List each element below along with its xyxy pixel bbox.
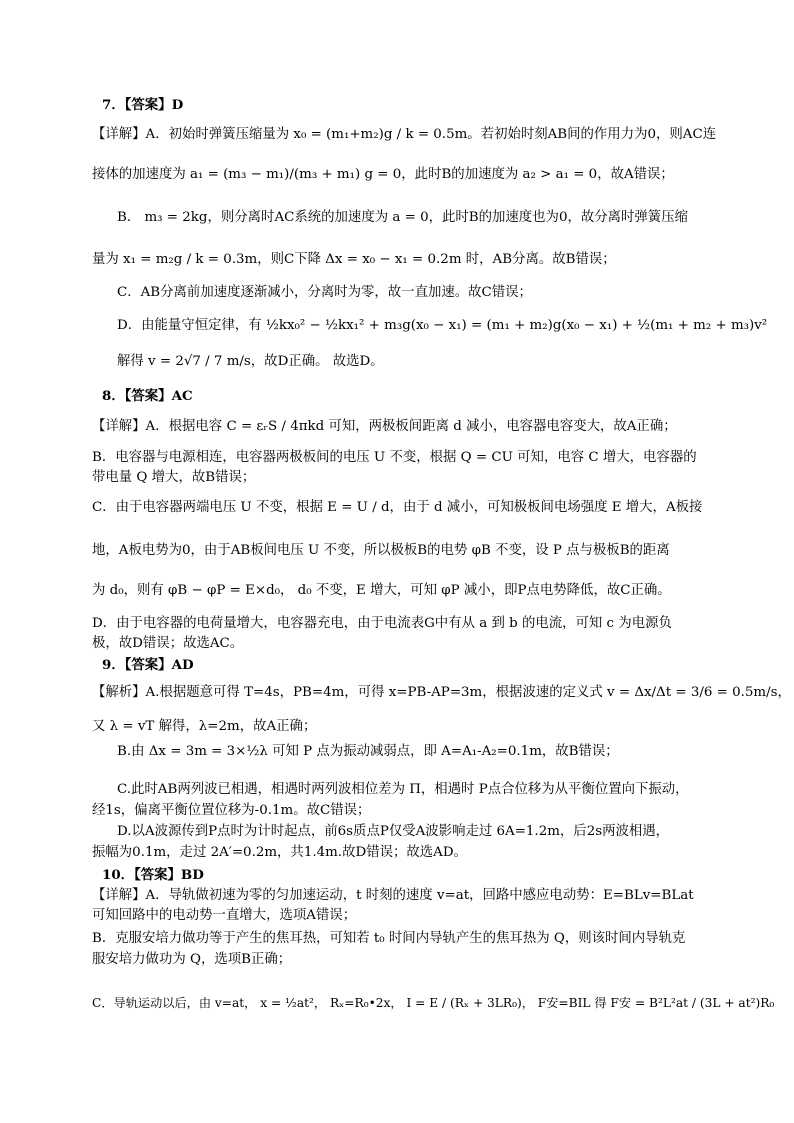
q8-detail-a: 【详解】A．根据电容 C = εᵣS / 4πkd 可知，两极板间距离 d 减小，电容器电容变大，故A正确； bbox=[92, 419, 677, 434]
q10-detail-b-line-1: B．克服安培力做功等于产生的焦耳热，可知若 t₀ 时间内导轨产生的焦耳热为 Q，则该时间内导轨克 bbox=[92, 931, 686, 946]
q10-answer-heading: 10．【答案】BD bbox=[102, 867, 204, 883]
q9-answer-heading: 9．【答案】AD bbox=[102, 657, 194, 673]
q7-detail-a-line-2: 接体的加速度为 a₁ = (m₃ − m₁)/(m₃ + m₁) g = 0，此时B的加速度为 a₂ > a₁ = 0，故A错误； bbox=[92, 167, 674, 182]
q9-analysis-a-line-1: 【解析】A.根据题意可得 T=4s，PB=4m，可得 x=PB-AP=3m，根据波速的定义式 v = Δx/Δt = 3/6 = 0.5m/s， bbox=[92, 685, 791, 700]
q10-detail-a-line-1: 【详解】A．导轨做初速为零的匀加速运动，t 时刻的速度 v=at，回路中感应电动势：E=BLv=BLat bbox=[92, 888, 694, 903]
q7-detail-d-result: 解得 v = 2√7 / 7 m/s，故D正确。 故选D。 bbox=[117, 354, 384, 369]
q9-analysis-b: B.由 Δx = 3m = 3×½λ 可知 P 点为振动减弱点，即 A=A₁-A₂=0.1m，故B错误； bbox=[117, 744, 619, 759]
q10-detail-a-line-2: 可知回路中的电动势一直增大，选项A错误； bbox=[92, 908, 357, 923]
q9-analysis-d-line-2: 振幅为0.1m，走过 2A′=0.2m，共1.4m.故D错误；故选AD。 bbox=[92, 845, 467, 860]
q8-detail-d-line-2: 极，故D错误；故选AC。 bbox=[92, 636, 244, 651]
q8-detail-c-line-3: 为 d₀，则有 φB − φP = E×d₀， d₀ 不变，E 增大，可知 φP 减小，即P点电势降低，故C正确。 bbox=[92, 583, 671, 598]
q8-detail-c-line-1: C．由于电容器两端电压 U 不变，根据 E = U / d，由于 d 减小，可知极板间电场强度 E 增大，A板接 bbox=[92, 500, 703, 515]
q10-detail-c: C．导轨运动以后，由 v=at， x = ½at²， Rₓ=R₀•2x， I = E / (Rₓ + 3LR₀)， F安=BIL 得 F安 = B²L²at / (3L + at²)R₀ bbox=[92, 996, 775, 1010]
q7-detail-d-equation: D．由能量守恒定律，有 ½kx₀² − ½kx₁² + m₃g(x₀ − x₁) = (m₁ + m₂)g(x₀ − x₁) + ½(m₁ + m₂ + m₃)v² bbox=[117, 318, 768, 333]
q9-analysis-d-line-1: D.以A波源传到P点时为计时起点，前6s质点P仅受A波影响走过 6A=1.2m，后2s两波相遇， bbox=[117, 824, 670, 839]
q8-detail-d-line-1: D．由于电容器的电荷量增大，电容器充电，由于电流表G中有从 a 到 b 的电流，可知 c 为电源负 bbox=[92, 616, 672, 631]
q8-answer-heading: 8．【答案】AC bbox=[102, 388, 193, 404]
q10-detail-b-line-2: 服安培力做功为 Q，选项B正确； bbox=[92, 952, 292, 967]
q8-detail-b-line-1: B．电容器与电源相连，电容器两极板间的电压 U 不变，根据 Q = CU 可知，电容 C 增大，电容器的 bbox=[92, 450, 697, 465]
q7-detail-b-line-1: B． m₃ = 2kg，则分离时AC系统的加速度为 a = 0，此时B的加速度也为0，故分离时弹簧压缩 bbox=[117, 210, 688, 225]
q7-detail-c: C．AB分离前加速度逐渐减小，分离时为零，故一直加速。故C错误； bbox=[117, 285, 532, 300]
q9-analysis-c-line-2: 经1s，偏离平衡位置位移为-0.1m。故C错误； bbox=[92, 803, 371, 818]
q8-detail-c-line-2: 地，A板电势为0，由于AB板间电压 U 不变，所以极板B的电势 φB 不变，设 P 点与极板B的距离 bbox=[92, 543, 670, 558]
q7-answer-heading: 7．【答案】D bbox=[102, 97, 184, 113]
q9-analysis-a-line-2: 又 λ = vT 解得，λ=2m，故A正确； bbox=[92, 719, 317, 734]
q9-analysis-c-line-1: C.此时AB两列波已相遇，相遇时两列波相位差为 Π，相遇时 P点合位移为从平衡位置向下振动， bbox=[117, 782, 689, 797]
q8-detail-b-line-2: 带电量 Q 增大，故B错误； bbox=[92, 470, 256, 485]
q7-detail-b-line-2: 量为 x₁ = m₂g / k = 0.3m，则C下降 Δx = x₀ − x₁ = 0.2m 时，AB分离。故B错误； bbox=[92, 252, 616, 267]
q7-detail-a-line-1: 【详解】A．初始时弹簧压缩量为 x₀ = (m₁+m₂)g / k = 0.5m。若初始时刻AB间的作用力为0，则AC连 bbox=[92, 127, 717, 142]
